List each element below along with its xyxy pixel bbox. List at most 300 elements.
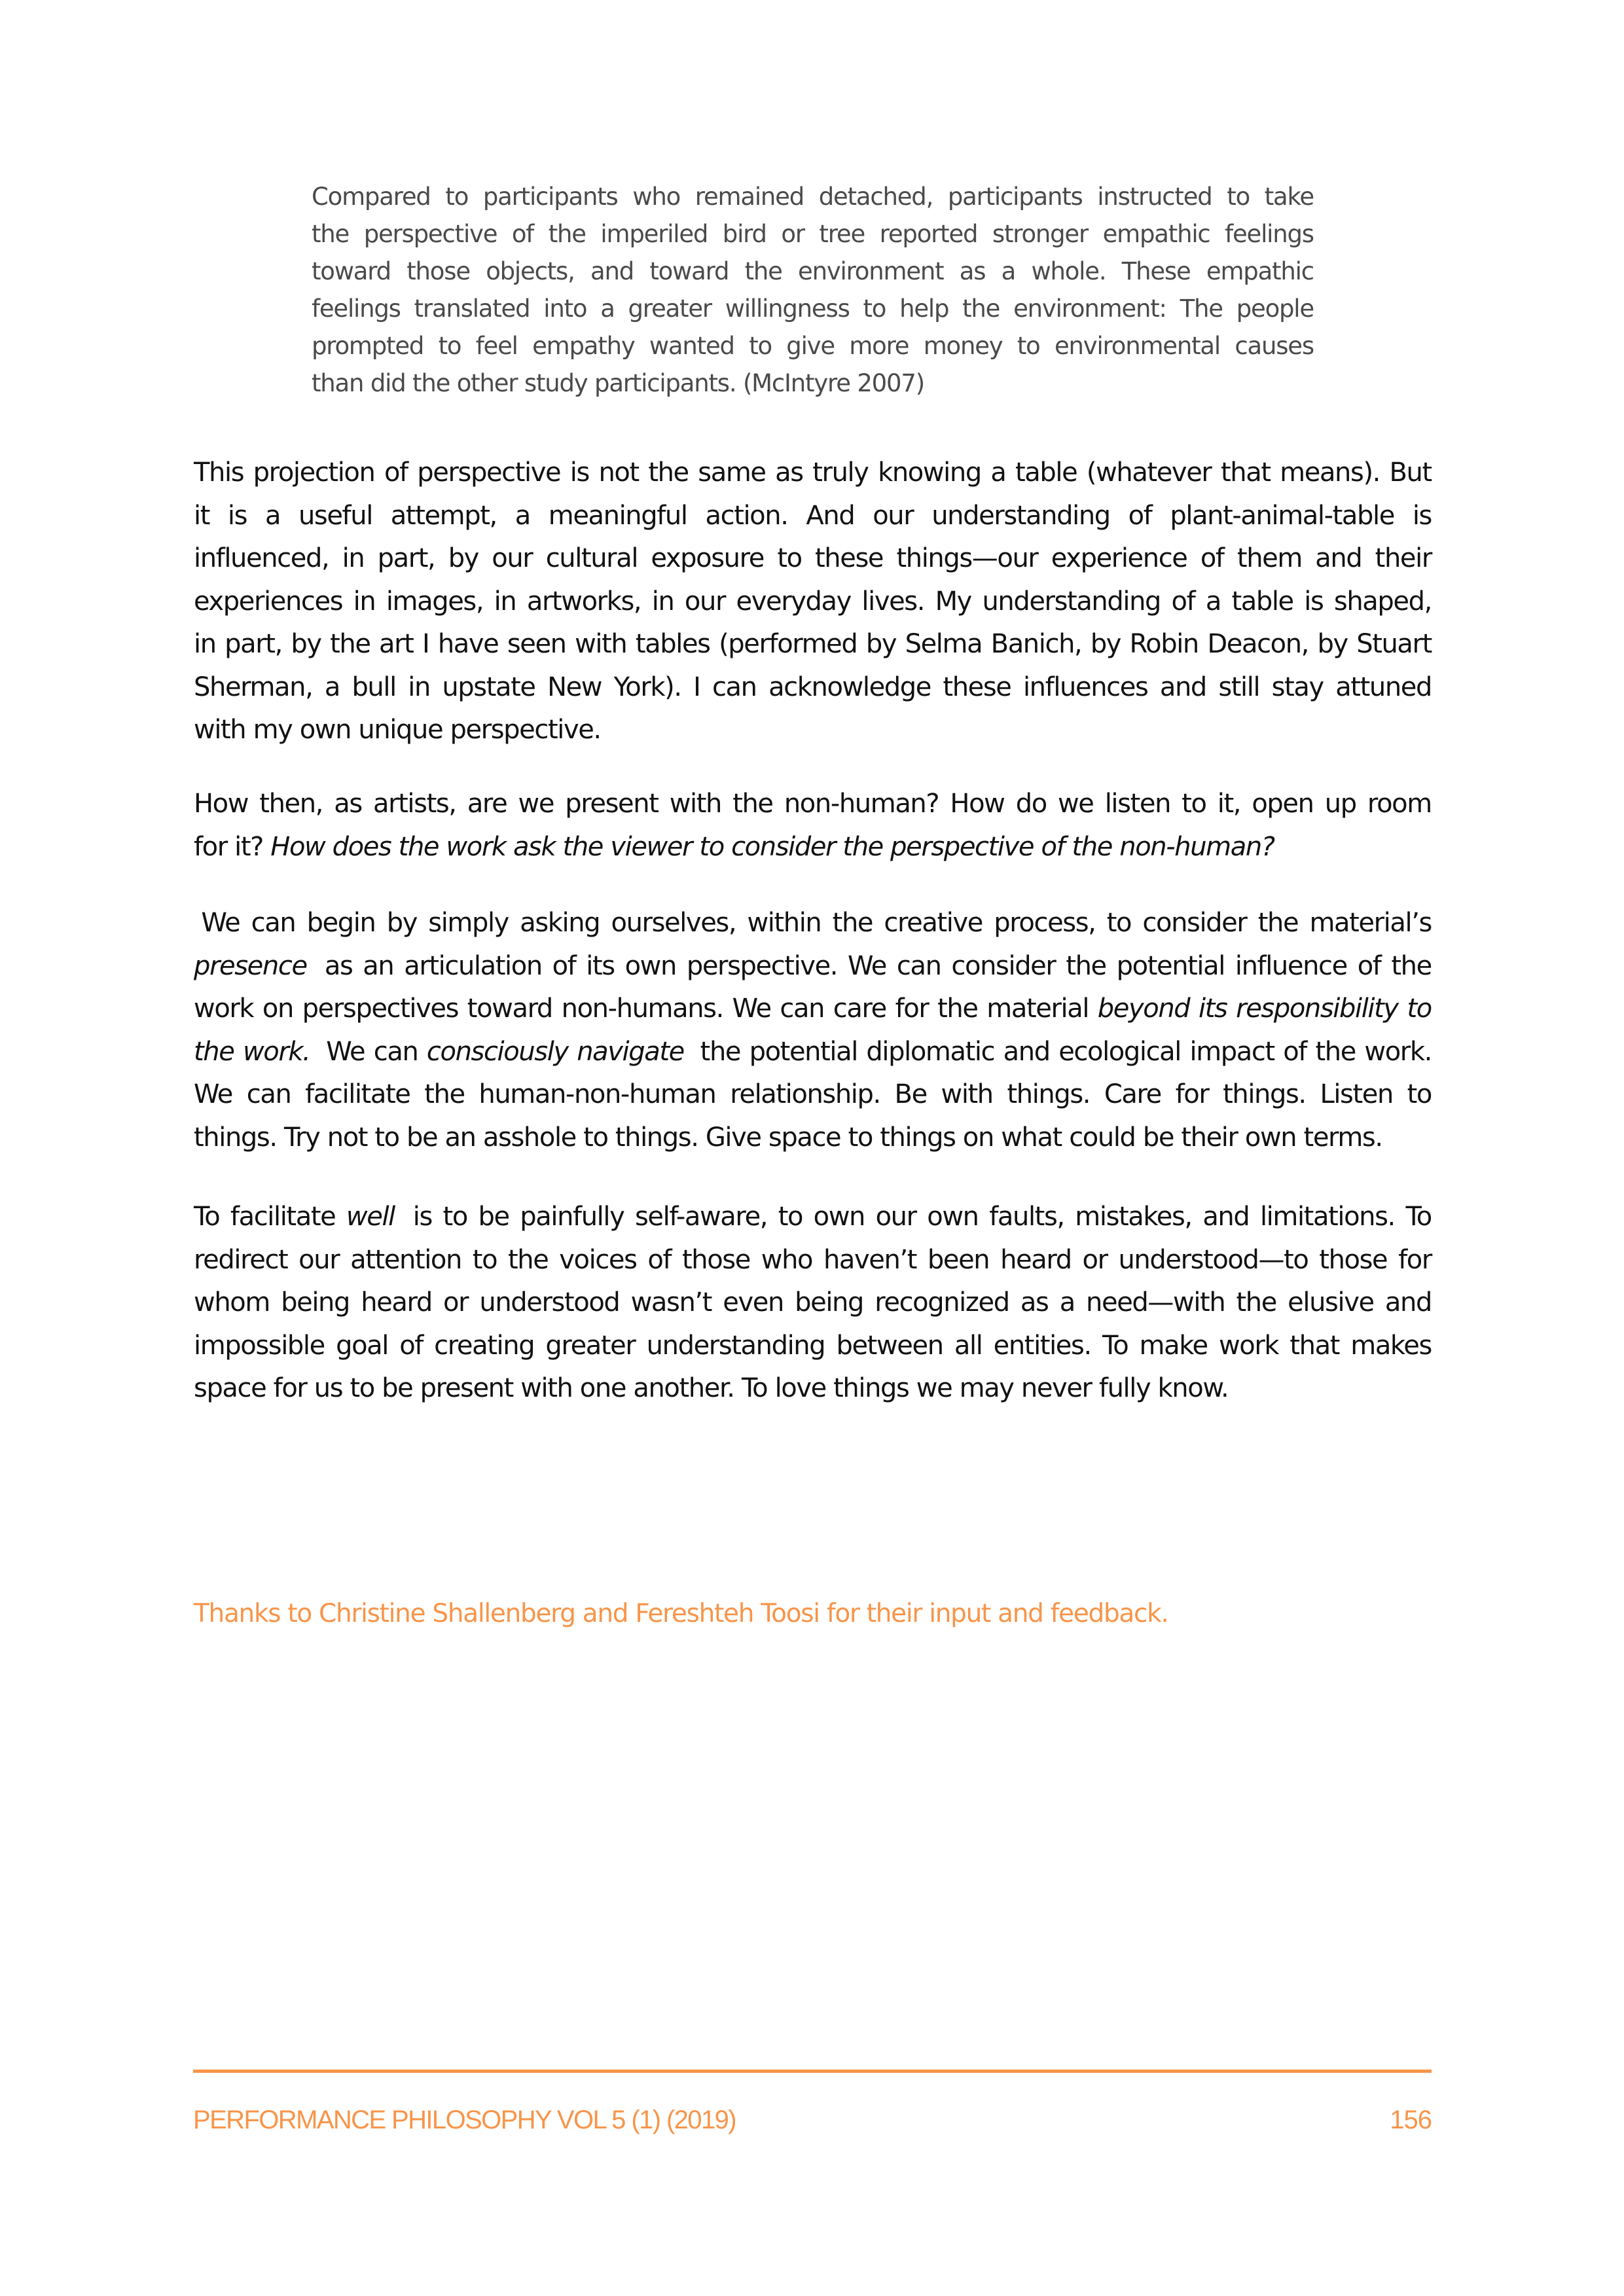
word: the bbox=[424, 1079, 465, 1109]
word: can bbox=[780, 994, 825, 1024]
text-run: than did the other study participants. (McIntyre 2007) bbox=[312, 369, 924, 397]
word: We bbox=[194, 908, 240, 938]
word: same bbox=[698, 457, 766, 488]
word: these bbox=[815, 543, 884, 573]
word: can bbox=[712, 672, 757, 702]
word: in bbox=[353, 586, 376, 617]
word: How bbox=[194, 789, 249, 819]
word: wasn’t bbox=[630, 1287, 712, 1318]
word: New bbox=[547, 672, 602, 702]
word: the bbox=[1066, 950, 1106, 981]
word: room bbox=[1367, 789, 1432, 819]
word: a bbox=[324, 672, 340, 702]
word: haven’t bbox=[823, 1244, 917, 1275]
text-line bbox=[312, 178, 1314, 215]
word: toward bbox=[467, 994, 552, 1024]
text-line bbox=[194, 988, 1432, 1031]
word: To bbox=[1405, 1202, 1432, 1232]
word: of bbox=[1283, 1036, 1307, 1067]
word: for bbox=[1398, 1244, 1432, 1275]
word: those bbox=[1319, 1244, 1388, 1275]
word: to bbox=[1227, 183, 1250, 211]
word: in bbox=[494, 586, 516, 617]
word: their bbox=[1375, 543, 1432, 573]
paragraph-artists-non-human bbox=[194, 783, 1432, 869]
word: the bbox=[548, 220, 586, 248]
word: heard bbox=[1000, 1244, 1072, 1275]
word: is bbox=[1304, 586, 1324, 617]
word: navigate bbox=[577, 1036, 684, 1067]
word: a bbox=[264, 500, 281, 531]
word: (performed bbox=[719, 629, 857, 659]
word: to bbox=[445, 183, 469, 211]
word: facilitate bbox=[305, 1079, 410, 1109]
word: people bbox=[1236, 295, 1314, 323]
word: or bbox=[781, 220, 804, 248]
word: a bbox=[1059, 1287, 1075, 1318]
word: a bbox=[1001, 257, 1016, 285]
word: part, bbox=[377, 543, 435, 573]
word: My bbox=[935, 586, 971, 617]
word: presence bbox=[194, 950, 307, 981]
word: everyday bbox=[736, 586, 851, 617]
word: artists, bbox=[372, 789, 456, 819]
word: to bbox=[1407, 994, 1432, 1024]
word: non-human? bbox=[784, 789, 939, 819]
word: truly bbox=[812, 457, 869, 488]
word: a bbox=[514, 500, 530, 531]
word: whole. bbox=[1031, 257, 1106, 285]
word: attuned bbox=[1335, 672, 1432, 702]
word: reported bbox=[879, 220, 978, 248]
word: instructed bbox=[1097, 183, 1212, 211]
word: attention bbox=[350, 1244, 461, 1275]
word: the bbox=[1236, 1287, 1276, 1318]
word: human-non-human bbox=[478, 1079, 716, 1109]
word: shaped, bbox=[1333, 586, 1432, 617]
word: for bbox=[895, 994, 929, 1024]
word: as bbox=[959, 257, 986, 285]
word: to bbox=[438, 332, 461, 360]
word: exposure bbox=[651, 543, 764, 573]
word: greater bbox=[628, 295, 712, 323]
word: the bbox=[962, 295, 1000, 323]
word: Compared bbox=[312, 183, 431, 211]
text-line bbox=[194, 1073, 1432, 1117]
word: on bbox=[262, 994, 293, 1024]
word: creative bbox=[884, 908, 983, 938]
word: consider bbox=[1142, 908, 1247, 938]
word: facilitate bbox=[230, 1202, 336, 1232]
word: projection bbox=[253, 457, 375, 488]
word: present bbox=[565, 789, 659, 819]
text-line bbox=[194, 826, 1432, 869]
word: relationship. bbox=[730, 1079, 880, 1109]
word: ecological bbox=[1058, 1036, 1181, 1067]
word: our bbox=[492, 543, 533, 573]
word: work bbox=[194, 994, 254, 1024]
word: the bbox=[732, 789, 773, 819]
text-line bbox=[194, 1031, 1432, 1074]
word: images, bbox=[386, 586, 484, 617]
word: own bbox=[813, 1202, 865, 1232]
word: to bbox=[1407, 1079, 1432, 1109]
word: by bbox=[865, 629, 897, 659]
word: bird bbox=[722, 220, 767, 248]
word: prompted bbox=[312, 332, 424, 360]
word: detached, bbox=[818, 183, 933, 211]
word: (whatever bbox=[1086, 457, 1212, 488]
word: empathy bbox=[532, 332, 635, 360]
word: of bbox=[1171, 586, 1195, 617]
word: a bbox=[1205, 586, 1221, 617]
word: goal bbox=[336, 1330, 388, 1361]
word: to bbox=[472, 1244, 497, 1275]
text-run: things. Try not to be an asshole to things. Give space to things on what could be their own terms. bbox=[194, 1122, 1382, 1153]
text-line bbox=[194, 1282, 1432, 1325]
word: of bbox=[1200, 543, 1224, 573]
word: environmental bbox=[1054, 332, 1220, 360]
word: for bbox=[1175, 1079, 1209, 1109]
word: feelings bbox=[312, 295, 401, 323]
word: empathic bbox=[1206, 257, 1314, 285]
word: diplomatic bbox=[866, 1036, 995, 1067]
word: between bbox=[836, 1330, 943, 1361]
word: the bbox=[1391, 950, 1432, 981]
word: things. bbox=[1007, 1079, 1091, 1109]
word: to bbox=[1182, 789, 1206, 819]
word: self-aware, bbox=[634, 1202, 768, 1232]
word: by bbox=[1317, 629, 1348, 659]
word: means). bbox=[1280, 457, 1380, 488]
word: by bbox=[448, 543, 478, 573]
word: cultural bbox=[545, 543, 638, 573]
word: or bbox=[1082, 1244, 1108, 1275]
word: These bbox=[1121, 257, 1191, 285]
word: to bbox=[1017, 332, 1040, 360]
word: mistakes, bbox=[1075, 1202, 1192, 1232]
word: and bbox=[1159, 672, 1206, 702]
word: more bbox=[849, 332, 909, 360]
text-line bbox=[194, 666, 1432, 709]
word: of bbox=[1357, 950, 1381, 981]
word: entities. bbox=[993, 1330, 1091, 1361]
word: our bbox=[298, 1244, 340, 1275]
word: influenced, bbox=[194, 543, 329, 573]
word: work bbox=[1218, 1330, 1279, 1361]
word: the bbox=[832, 908, 873, 938]
page-number: 156 bbox=[1390, 2106, 1432, 2134]
word: feelings bbox=[1225, 220, 1314, 248]
word: influences bbox=[1022, 672, 1148, 702]
word: causes bbox=[1235, 332, 1314, 360]
word: lives. bbox=[861, 586, 925, 617]
word: are bbox=[467, 789, 507, 819]
word: How bbox=[950, 789, 1005, 819]
word: This bbox=[194, 457, 244, 488]
word: table bbox=[1231, 586, 1293, 617]
word: the bbox=[648, 457, 689, 488]
word: in bbox=[342, 543, 365, 573]
word: understanding bbox=[646, 1330, 825, 1361]
word: Listen bbox=[1320, 1079, 1393, 1109]
word: Stuart bbox=[1356, 629, 1432, 659]
word: meaningful bbox=[548, 500, 687, 531]
word: in bbox=[408, 672, 430, 702]
word: the bbox=[507, 1244, 549, 1275]
word: useful bbox=[298, 500, 372, 531]
word: imperiled bbox=[600, 220, 708, 248]
word: We bbox=[847, 950, 887, 981]
word: Care bbox=[1104, 1079, 1161, 1109]
word: can bbox=[251, 908, 296, 938]
word: knowing bbox=[878, 457, 981, 488]
footer-divider bbox=[193, 2070, 1432, 2073]
word: consciously bbox=[426, 1036, 568, 1067]
word: action. bbox=[705, 500, 788, 531]
word: money bbox=[923, 332, 1003, 360]
word: as bbox=[1020, 1287, 1049, 1318]
word: to bbox=[749, 332, 772, 360]
word: its bbox=[1199, 994, 1227, 1024]
word: been bbox=[927, 1244, 990, 1275]
text-line bbox=[194, 783, 1432, 826]
word: do bbox=[1015, 789, 1047, 819]
word: a bbox=[600, 295, 615, 323]
word: that bbox=[1290, 1330, 1340, 1361]
word: is bbox=[405, 1202, 432, 1232]
word: Banich, bbox=[990, 629, 1082, 659]
word: open bbox=[1252, 789, 1314, 819]
word: recognized bbox=[875, 1287, 1009, 1318]
word: perspective bbox=[417, 457, 561, 488]
word: by bbox=[1090, 629, 1121, 659]
word: take bbox=[1264, 183, 1314, 211]
word: limitations. bbox=[1259, 1202, 1395, 1232]
word: can bbox=[246, 1079, 291, 1109]
word: simply bbox=[428, 908, 509, 938]
italic-text: How does the work ask the viewer to consider the perspective of the non-human? bbox=[270, 831, 1274, 862]
word: empathic bbox=[1102, 220, 1210, 248]
word: with bbox=[669, 789, 721, 819]
text-line bbox=[194, 1239, 1432, 1282]
word: those bbox=[681, 1244, 750, 1275]
word: understanding bbox=[982, 586, 1161, 617]
word: York). bbox=[613, 672, 681, 702]
word: Selma bbox=[905, 629, 983, 659]
word: heard bbox=[361, 1287, 432, 1318]
word: it, bbox=[1217, 789, 1241, 819]
text-line bbox=[312, 215, 1314, 253]
word: begin bbox=[306, 908, 376, 938]
paragraph-we-can-begin bbox=[194, 902, 1432, 1159]
text-line bbox=[194, 495, 1432, 538]
word: translated bbox=[414, 295, 530, 323]
word: in bbox=[651, 586, 674, 617]
word: as bbox=[317, 950, 353, 981]
word: the bbox=[194, 1036, 234, 1067]
text-line bbox=[194, 581, 1432, 624]
word: Sherman, bbox=[194, 672, 313, 702]
text-line bbox=[194, 1367, 1432, 1410]
word: influence bbox=[1235, 950, 1347, 981]
word: bull bbox=[352, 672, 396, 702]
word: wanted bbox=[649, 332, 734, 360]
word: beyond bbox=[1097, 994, 1190, 1024]
word: greater bbox=[545, 1330, 636, 1361]
word: elusive bbox=[1288, 1287, 1374, 1318]
text-run: for it? bbox=[194, 831, 271, 862]
text-run: with my own unique perspective. bbox=[194, 715, 601, 745]
word: have bbox=[437, 629, 499, 659]
word: the bbox=[330, 629, 370, 659]
word: to bbox=[863, 295, 886, 323]
word: those bbox=[406, 257, 470, 285]
text-line bbox=[194, 623, 1432, 666]
word: perspective bbox=[363, 220, 497, 248]
text-line bbox=[194, 1325, 1432, 1368]
word: with bbox=[941, 1079, 993, 1109]
paragraph-projection-of-perspective bbox=[194, 452, 1432, 752]
word: and bbox=[590, 257, 634, 285]
word: I bbox=[693, 672, 700, 702]
word: them bbox=[1236, 543, 1302, 573]
word: of bbox=[399, 1330, 423, 1361]
word: being bbox=[795, 1287, 863, 1318]
word: as bbox=[334, 789, 362, 819]
word: the bbox=[937, 994, 978, 1024]
word: understood bbox=[479, 1287, 620, 1318]
word: of bbox=[647, 1244, 672, 1275]
word: To bbox=[194, 1202, 220, 1232]
word: our bbox=[875, 1202, 916, 1232]
word: the bbox=[693, 1036, 741, 1067]
text-line bbox=[312, 290, 1314, 327]
word: and bbox=[1202, 1202, 1250, 1232]
text-run: space for us to be present with one another. To love things we may never fully know. bbox=[194, 1373, 1229, 1403]
word: redirect bbox=[194, 1244, 288, 1275]
word: process, bbox=[994, 908, 1096, 938]
paragraph-to-facilitate-well bbox=[194, 1196, 1432, 1410]
word: We bbox=[194, 1079, 233, 1109]
word: participants bbox=[947, 183, 1083, 211]
word: up bbox=[1324, 789, 1356, 819]
word: our bbox=[873, 500, 914, 531]
word: of bbox=[1128, 500, 1152, 531]
word: table bbox=[1015, 457, 1077, 488]
word: be bbox=[478, 1202, 509, 1232]
word: to bbox=[778, 1202, 803, 1232]
word: help bbox=[899, 295, 949, 323]
word: art bbox=[379, 629, 414, 659]
word: that bbox=[1221, 457, 1271, 488]
word: responsibility bbox=[1236, 994, 1398, 1024]
word: material’s bbox=[1309, 908, 1432, 938]
word: well bbox=[346, 1202, 395, 1232]
word: can bbox=[896, 950, 941, 981]
word: we bbox=[518, 789, 554, 819]
word: the bbox=[744, 257, 782, 285]
word: Robin bbox=[1129, 629, 1199, 659]
word: upstate bbox=[442, 672, 535, 702]
word: We bbox=[318, 1036, 365, 1067]
word: experiences bbox=[194, 586, 343, 617]
word: whom bbox=[194, 1287, 270, 1318]
word: remained bbox=[695, 183, 804, 211]
word: I bbox=[422, 629, 429, 659]
word: our bbox=[684, 586, 725, 617]
word: stay bbox=[1271, 672, 1324, 702]
word: own bbox=[927, 1202, 979, 1232]
word: asking bbox=[520, 908, 600, 938]
word: participants bbox=[482, 183, 618, 211]
word: potential bbox=[1116, 950, 1225, 981]
word: the bbox=[1257, 908, 1299, 938]
word: things. bbox=[1223, 1079, 1306, 1109]
word: toward bbox=[312, 257, 391, 285]
word: or bbox=[443, 1287, 469, 1318]
word: then, bbox=[259, 789, 323, 819]
word: in bbox=[194, 629, 216, 659]
word: it bbox=[194, 500, 209, 531]
word: understanding bbox=[931, 500, 1110, 531]
word: own bbox=[624, 950, 676, 981]
word: part, bbox=[225, 629, 282, 659]
journal-citation: PERFORMANCE PHILOSOPHY VOL 5 (1) (2019) bbox=[193, 2106, 736, 2134]
word: non-humans. bbox=[561, 994, 723, 1024]
word: seen bbox=[507, 629, 566, 659]
word: with bbox=[575, 629, 627, 659]
text-line bbox=[194, 537, 1432, 581]
word: Be bbox=[894, 1079, 927, 1109]
word: Deacon, bbox=[1207, 629, 1308, 659]
word: make bbox=[1139, 1330, 1208, 1361]
word: objects, bbox=[486, 257, 575, 285]
acknowledgement-note: Thanks to Christine Shallenberg and Fereshteh Toosi for their input and feedback. bbox=[194, 1599, 1168, 1628]
word: tree bbox=[819, 220, 865, 248]
word: these bbox=[943, 672, 1011, 702]
word: as bbox=[775, 457, 803, 488]
word: its bbox=[586, 950, 615, 981]
word: who bbox=[761, 1244, 813, 1275]
word: ourselves, bbox=[611, 908, 736, 938]
word: the bbox=[312, 220, 350, 248]
word: potential bbox=[749, 1036, 857, 1067]
word: care bbox=[833, 994, 886, 1024]
word: by bbox=[291, 629, 321, 659]
word: of bbox=[511, 220, 534, 248]
word: voices bbox=[559, 1244, 637, 1275]
text-line bbox=[194, 1196, 1432, 1239]
word: need—with bbox=[1086, 1287, 1225, 1318]
word: understood—to bbox=[1118, 1244, 1308, 1275]
word: give bbox=[786, 332, 835, 360]
text-line bbox=[194, 709, 1432, 752]
word: material bbox=[986, 994, 1089, 1024]
text-line bbox=[312, 327, 1314, 365]
word: And bbox=[806, 500, 855, 531]
word: into bbox=[543, 295, 587, 323]
word: tables bbox=[635, 629, 710, 659]
text-line bbox=[194, 902, 1432, 945]
word: who bbox=[632, 183, 681, 211]
word: things—our bbox=[896, 543, 1038, 573]
word: work. bbox=[1364, 1036, 1432, 1067]
word: and bbox=[1315, 543, 1362, 573]
word: within bbox=[747, 908, 821, 938]
word: makes bbox=[1350, 1330, 1432, 1361]
word: to bbox=[442, 1202, 467, 1232]
